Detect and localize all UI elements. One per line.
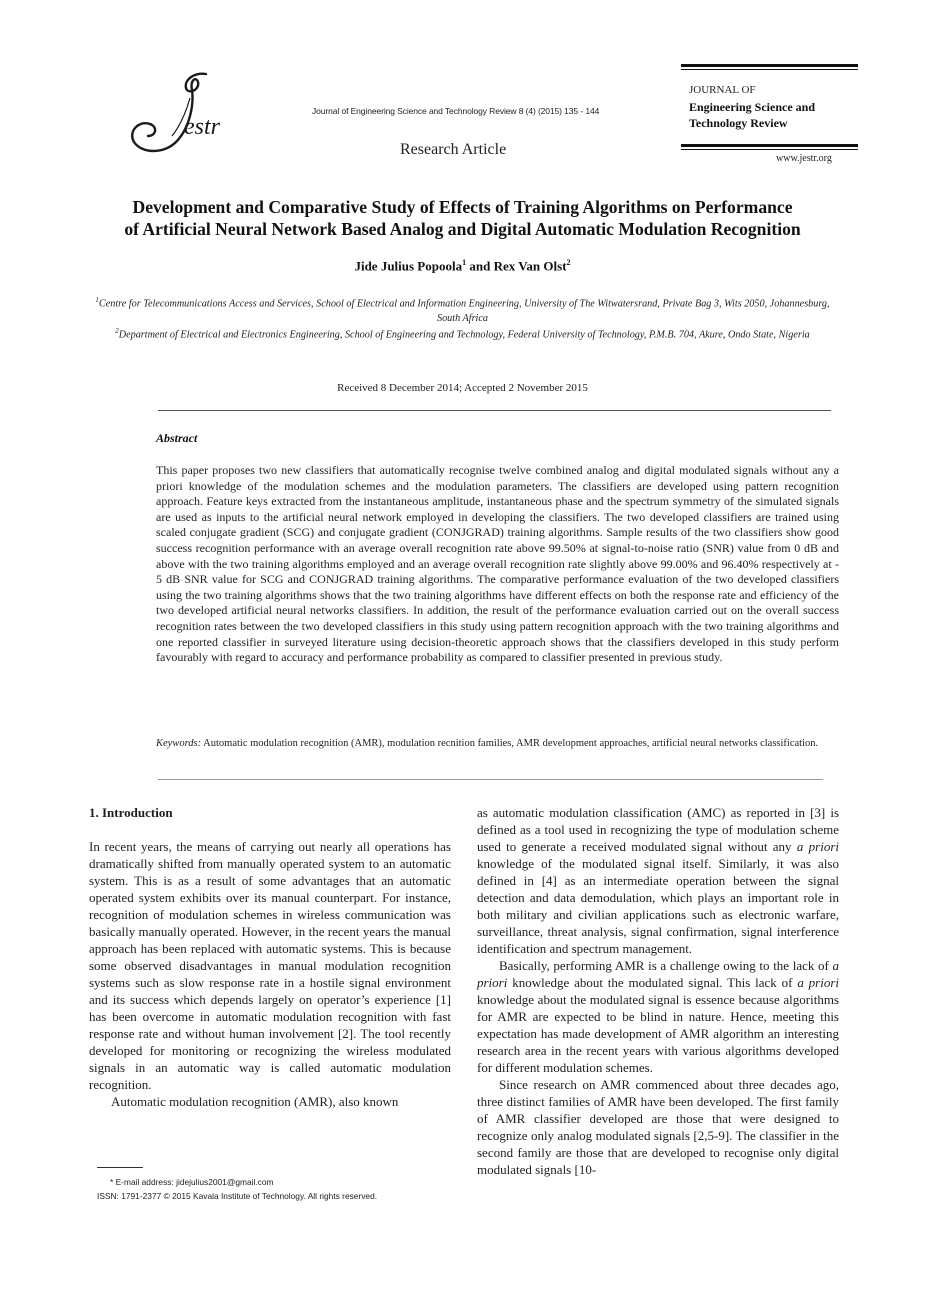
affiliation-1-sup: 1: [95, 296, 99, 304]
divider: [158, 779, 823, 780]
journal-name-line1: Engineering Science and: [689, 100, 816, 114]
paper-title: [90, 196, 835, 240]
para4-part-a: Basically, performing AMR is a challenge owing to the lack of: [499, 958, 833, 973]
intro-paragraph-4: [477, 957, 839, 1076]
footnote-rule: [97, 1167, 143, 1168]
intro-paragraph-1: In recent years, the means of carrying out nearly all operations has dramatically shifted from manually operated system to an automatic system. This is as a result of some advantages that an automatic operated system exhibits over its manual counterpart. For instance, recognition of modulation schemes in wireless communication was basically manually operated. However, in the recent years the manual approach has been replaced with automatic systems. This is because some observed disadvantages in manual modulation recognition systems such as slow response rate in a hostile signal environment and its success which depends largely on operator’s experience [1] has been overcome in automatic modulation recognition with fast response rate and without human involvement [2]. The tool recently developed for monitoring or recognizing the wireless modulated signals in an automatic way is called automatic modulation recognition.: [89, 839, 451, 1092]
received-dates: Received 8 December 2014; Accepted 2 November 2015: [337, 382, 588, 394]
left-column: [89, 804, 451, 1110]
journal-box-name: [689, 99, 815, 131]
affiliation-1: [90, 293, 835, 326]
author-1: Jide Julius Popoola: [354, 258, 463, 274]
section-heading-introduction: 1. Introduction: [89, 805, 173, 820]
author-2-sup: 2: [566, 258, 571, 267]
journal-box-label: JOURNAL OF: [689, 84, 756, 96]
intro-paragraph-3: [477, 804, 839, 957]
para4-part-c: knowledge about the modulated signal is essence because algorithms for AMR are expected to be blind in nature. Hence, meeting this expectation has made development of AMR algorithm an interesting research area in the recent years with various algorithms developed for different modulation schemes.: [477, 992, 839, 1075]
abstract-body: This paper proposes two new classifiers that automatically recognise twelve combined analog and digital modulated signals without any a priori knowledge of the modulation schemes and the modulation parameters. The classifiers are developed using pattern recognition approach. Feature keys extracted from the instantaneous amplitude, instantaneous phase and the spectrum symmetry of the simulated signals are used as inputs to the artificial neural network employed in developing the classifiers. The two developed classifiers are trained using scaled conjugate gradient (SCG) and conjugate gradient (CONJGRAD) training algorithms. Sample results of the two classifiers show good success recognition performance with an average overall recognition rate above 99.50% at signal-to-noise ratio (SNR) value from 0 dB and above with the two training algorithms employed and an average overall recognition rate slightly above 99.00% and 96.40% respectively at - 5 dB SNR value for SCG and CONJGRAD training algorithms. The comparative performance evaluation of the two developed classifiers using the two training algorithms shows that the two training algorithms have different effects on both the response rate and efficiency of the two developed artificial neural networks classifiers. In addition, the result of the performance evaluation carried out on the overall success recognition rates between the two developed classifiers in this study using pattern recognition approach with the two training algorithms and one reported classifier in surveyed literature using decision-theoretic approach shows that the classifiers developed in this study perform favourably with regard to accuracy and performance probability as compared to classifier presented in previous study.: [156, 463, 839, 665]
para3-part-a: as automatic modulation classification (AMC) as reported in [3] is defined as a tool used in recognizing the type of modulation scheme used to generate a received modulated signal without any: [477, 805, 839, 854]
keywords-label: Keywords:: [156, 738, 202, 749]
svg-text:estr: estr: [184, 114, 220, 140]
title-line-2: of Artificial Neural Network Based Analog and Digital Automatic Modulation Recognition: [124, 219, 801, 239]
affiliation-2-sup: 2: [115, 327, 119, 335]
author-list: [90, 258, 835, 274]
affiliation-2: [90, 324, 835, 343]
intro-paragraph-5: Since research on AMR commenced about three decades ago, three distinct families of AMR have been developed. The first family of AMR classifier developed are those that were designed to recognize only analog modulated signals [2,5-9]. The classifier in the second family are those that are developed to recognise only digital modulated signals [10-: [477, 1077, 839, 1177]
divider: [158, 410, 831, 411]
journal-name-line2: Technology Review: [689, 116, 788, 130]
affiliation-2-text: Department of Electrical and Electronics Engineering, School of Engineering and Technology, Federal University of Technology, P.M.B. 704, Akure, Ondo State, Nigeria: [118, 329, 810, 341]
keywords-text: Automatic modulation recognition (AMR), modulation recnition families, AMR development approaches, artificial neural networks classification.: [201, 738, 819, 749]
author-2: Rex Van Olst: [493, 258, 567, 274]
abstract-heading: Abstract: [156, 431, 198, 445]
para3-emphasis: a priori: [796, 839, 839, 854]
journal-citation: Journal of Engineering Science and Technology Review 8 (4) (2015) 135 - 144: [312, 106, 600, 116]
right-column: [477, 804, 839, 1178]
footnote-issn: ISSN: 1791-2377 © 2015 Kavala Institute of Technology. All rights reserved.: [97, 1191, 378, 1201]
journal-url[interactable]: www.jestr.org: [776, 153, 832, 164]
title-line-1: Development and Comparative Study of Effects of Training Algorithms on Performance: [132, 197, 793, 217]
para3-part-b: knowledge of the modulated signal itself. Similarly, it was also defined in [4] as an intermediate operation between the signal detection and data demodulation, which plays an important role in both military and civilian applications such as electronic warfare, surveillance, threat analysis, signal confirmation, signal interference identification and spectrum management.: [477, 856, 839, 956]
author-1-sup: 1: [462, 258, 467, 267]
footnote-email: * E-mail address: jidejulius2001@gmail.com: [110, 1177, 274, 1187]
header-rule-top-thin: [681, 69, 858, 70]
para4-emphasis-2: a priori: [797, 975, 840, 990]
para4-emphasis-1: a priori: [477, 958, 839, 990]
intro-paragraph-2: Automatic modulation recognition (AMR), also known: [111, 1094, 399, 1109]
keywords: [156, 737, 839, 752]
article-type: Research Article: [400, 141, 507, 158]
author-conjunction: and: [466, 258, 494, 274]
header-rule-bottom: [681, 144, 858, 147]
para4-part-b: knowledge about the modulated signal. This lack of: [507, 975, 798, 990]
journal-logo: [128, 68, 258, 163]
jestr-logo-icon: [128, 68, 258, 163]
affiliation-1-text: Centre for Telecommunications Access and Services, School of Electrical and Information Engineering, University of The Witwatersrand, Private Bag 3, Wits 2050, Johannesburg, South Africa: [98, 298, 830, 324]
header-rule-bottom-thin: [681, 149, 858, 150]
header-rule-top: [681, 64, 858, 67]
